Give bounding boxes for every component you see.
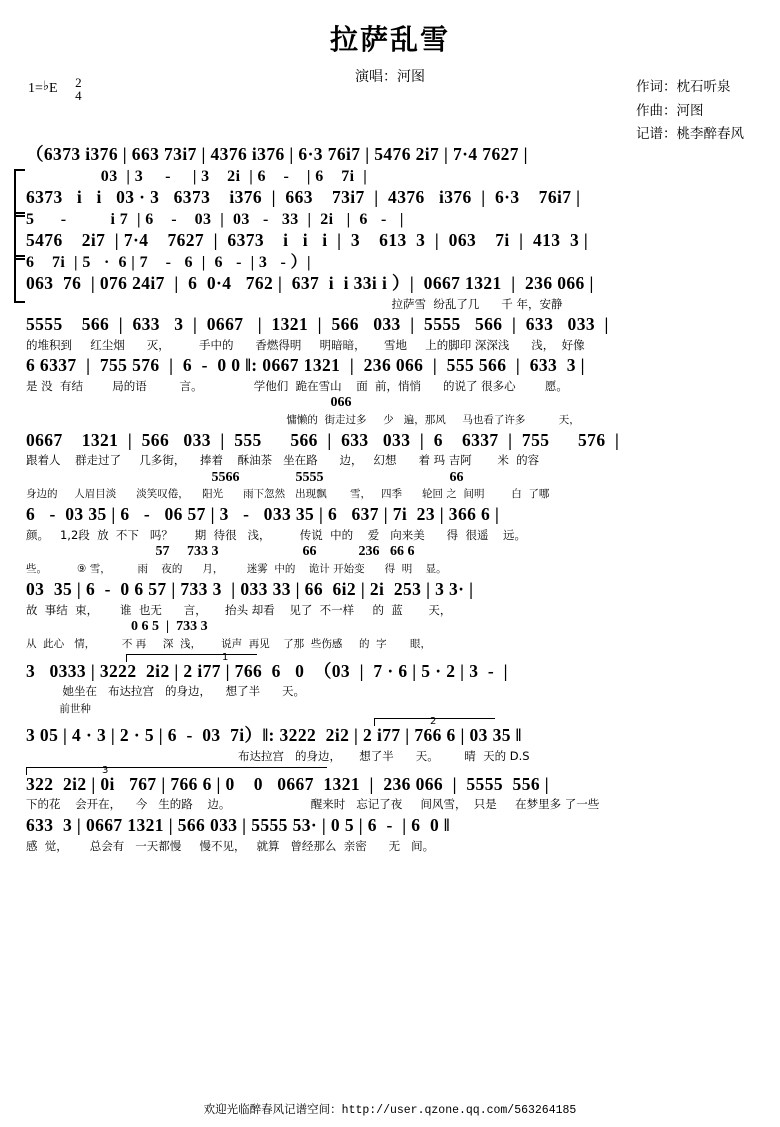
music-system	[0, 504, 780, 578]
lyric-row: 布达拉宫 的身边， 想了半 天。 晴 天的 D.S	[26, 749, 530, 764]
music-system	[0, 430, 780, 504]
note-row-upper: 5 - i 7 | 6 - 03 | 03 - 33 | 2i | 6 - |	[26, 210, 404, 228]
alternate-lyric-row: 些。 ⑨ 雪， 雨 夜的 月， 迷雾 中的 诡计 开始变 得 明 显。	[26, 563, 447, 576]
note-row: 3 05 | 4 · 3 | 2 · 5 | 6 - 03 7i）‖: 3222 2i2 | 2 i77 | 766 6 | 03 35 ‖	[26, 725, 522, 746]
lyric-row: 感 觉， 总会有 一天都慢 慢不见， 就算 曾经那么 亲密 无 间。	[26, 838, 435, 853]
notator-credit: 记谱：桃李醉春风	[636, 126, 744, 143]
lyric-row: 是 没 有结 局的语 言。 学他们 跪在雪山 面 前，悄悄 的说了 很多心 愿。	[26, 378, 568, 393]
ending-number-3: 3	[102, 764, 109, 776]
sheet-music-page	[0, 18, 780, 1127]
ending-bracket	[126, 651, 257, 663]
note-row: 633 3 | 0667 1321 | 566 033 | 5555 53· | 0 5 | 6 - | 6 0 ‖	[26, 814, 451, 835]
music-body	[0, 144, 780, 856]
lyric-row: 她坐在 布达拉宫 的身边， 想了半 天。	[26, 684, 306, 699]
note-row: 0667 1321 | 566 033 | 555 566 | 633 033 | 6 6337 | 755 576 |	[26, 429, 620, 450]
ending-bracket-row	[26, 764, 754, 776]
ending-bracket	[26, 764, 327, 776]
ending-bracket-row	[26, 716, 754, 728]
note-row: 6 - 03 35 | 6 - 06 57 | 3 - 033 35 | 6 637 | 7i 23 | 366 6 |	[26, 504, 500, 525]
lyricist-credit: 作词：枕石听泉	[636, 79, 731, 95]
note-row: 5555 566 | 633 3 | 0667 | 1321 | 566 033 | 5555 566 | 633 033 |	[26, 313, 609, 334]
ending-bracket-row	[26, 651, 754, 663]
time-signature-numerator: 2	[75, 75, 82, 90]
note-row: 3 0333 | 3222 2i2 | 2 i77 | 766 6 0 （03 | 7 · 6 | 5 · 2 | 3 - |	[26, 660, 508, 681]
music-system	[0, 167, 780, 209]
system-brace	[14, 255, 25, 303]
note-row-lower: 6373 i i 03 · 3 6373 i376 | 663 73i7 | 4376 i376 | 6·3 76i7 |	[26, 186, 581, 207]
music-system	[0, 815, 780, 855]
note-row: 6 6337 | 755 576 | 6 - 0 0 ‖: 0667 1321 | 236 066 | 555 566 | 633 3 |	[26, 354, 585, 375]
lyric-row: 颜。 1,2段 放 不下 吗？ 期 待很 浅， 传说 中的 爱 向来美 得 很遥 远。	[26, 528, 527, 543]
lyric-row: 拉萨雪 纷乱了几 千 年，安静	[26, 296, 563, 311]
ending-number-2: 2	[430, 716, 437, 728]
key-signature	[28, 76, 82, 102]
music-system	[0, 579, 780, 653]
credits-block	[636, 76, 744, 147]
note-row: （6373 i376 | 663 73i7 | 4376 i376 | 6·3 76i7 | 5476 2i7 | 7·4 7627 |	[26, 144, 528, 164]
key-prefix: 1=	[28, 81, 43, 97]
note-row-upper: 6 7i | 5 · 6 | 7 - 6 | 6 - | 3 - ）|	[26, 253, 311, 271]
note-row-upper: 03 | 3 - | 3 2i | 6 - | 6 7i |	[26, 167, 368, 185]
alternate-note-row: 066	[26, 395, 352, 410]
music-system	[0, 718, 780, 765]
music-system	[0, 651, 780, 718]
alternate-note-row: 57 733 3 66 236 66 6	[26, 544, 415, 560]
ending-number-1: 1	[222, 651, 229, 663]
alternate-lyric-row: 前世种	[26, 702, 91, 715]
music-system	[0, 210, 780, 252]
composer-credit: 作曲：河图	[636, 102, 704, 119]
key-letter: E	[49, 81, 58, 97]
alternate-lyric-row: 身边的 人眉目淡 淡笑叹倦， 阳光 雨下忽然 出现飘 雪， 四季 轮回 之 间明 白 了哪	[26, 488, 550, 501]
footer-text: 欢迎光临醉春风记谱空间：	[203, 1102, 342, 1116]
alternate-note-row: 0 6 5 | 733 3	[26, 619, 208, 635]
lyric-row: 故 事结 束， 谁 也无 言， 抬头 却看 见了 不一样 的 蓝 天，	[26, 602, 452, 617]
note-row-lower: 063 76 | 076 24i7 | 6 0·4 762 | 637 i i 33i i ）| 0667 1321 | 236 066 |	[26, 272, 594, 293]
time-signature	[75, 76, 82, 102]
music-system	[0, 144, 780, 166]
music-system	[0, 314, 780, 354]
music-system	[0, 764, 780, 814]
footer	[0, 1101, 780, 1117]
footer-url[interactable]: http://user.qzone.qq.com/563264185	[341, 1104, 577, 1117]
music-system	[0, 253, 780, 313]
time-signature-denominator: 4	[75, 88, 82, 103]
page-title: 拉萨乱雪	[329, 23, 450, 56]
lyric-row: 的堆积到 红尘烟 灭， 手中的 香燃得明 明暗暗， 雪地 上的脚印 深深浅 浅， 好像	[26, 337, 585, 352]
note-row-lower: 5476 2i7 | 7·4 7627 | 6373 i i i | 3 613 3 | 063 7i | 413 3 |	[26, 229, 589, 250]
alternate-lyric-row: 从 此心 情， 不 再 深 浅， 说声 再见 了那 些伤感 的 字 眼，	[26, 637, 432, 650]
lyric-row: 跟着人 群走过了 几多街， 捧着 酥油茶 坐在路 边， 幻想 着 玛 吉阿 米 的容	[26, 453, 540, 468]
music-system	[0, 355, 780, 429]
note-row: 322 2i2 | 0i 767 | 766 6 | 0 0 0667 1321 | 236 066 | 5555 556 |	[26, 773, 550, 794]
note-row: 03 35 | 6 - 0 6 57 | 733 3 | 033 33 | 66 6i2 | 2i 253 | 3 3· |	[26, 578, 474, 599]
alternate-note-row: 5566 5555 66	[26, 469, 464, 485]
performer-credit: 演唱：河图	[355, 69, 425, 85]
alternate-lyric-row: 慵懒的 街走过多 少 遍，那风 马也看了许多 天，	[26, 413, 580, 426]
flat-icon: ♭	[42, 78, 50, 94]
lyric-row: 下的花 会开在， 今 生的路 边。 醒来时 忘记了夜 间风雪， 只是 在梦里多 了一些	[26, 797, 600, 812]
